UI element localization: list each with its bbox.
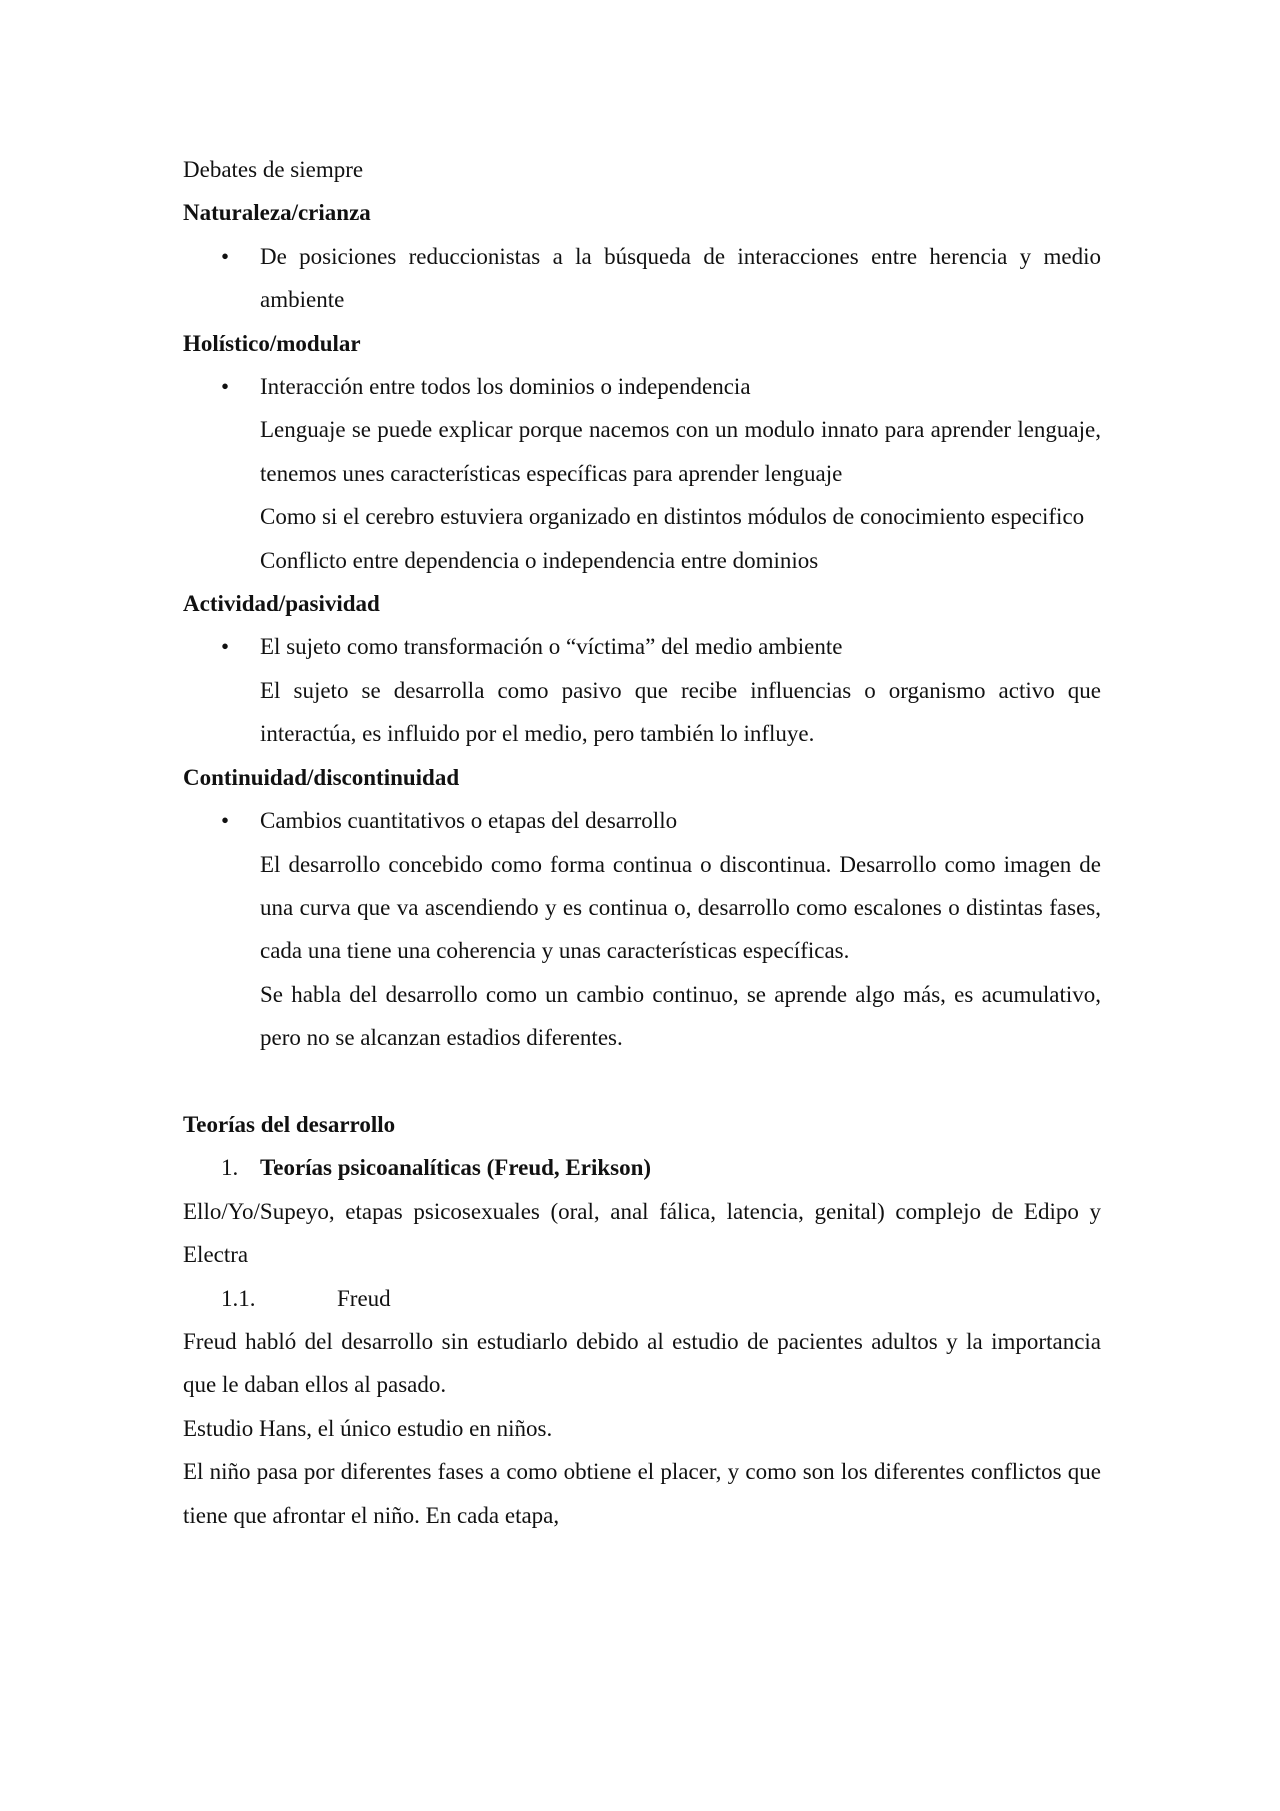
freud-paragraph-2: Estudio Hans, el único estudio en niños. — [183, 1415, 553, 1441]
heading-naturaleza: Naturaleza/crianza — [183, 200, 371, 226]
bullet-text: Interacción entre todos los dominios o independencia — [260, 374, 751, 400]
bullet-holistico — [183, 365, 1101, 408]
heading-holistico: Holístico/modular — [183, 330, 361, 356]
intro-text: Debates de siempre — [183, 157, 364, 182]
item-number: 1. — [221, 1155, 239, 1181]
blank-line — [183, 1060, 1101, 1103]
continuidad-paragraph-2: Se habla del desarrollo como un cambio continuo, se aprende algo más, es acumulativo, pero no se alcanzan estadios diferentes. — [260, 981, 1101, 1051]
holistico-paragraph-2: Como si el cerebro estuviera organizado en distintos módulos de conocimiento especifico — [260, 504, 1085, 530]
heading-actividad: Actividad/pasividad — [183, 591, 380, 617]
bullet-icon: • — [221, 808, 230, 834]
bullet-text: De posiciones reduccionistas a la búsqueda de interacciones entre herencia y medio ambiente — [260, 243, 1101, 313]
psicoanaliticas-text: Ello/Yo/Supeyo, etapas psicosexuales (oral, anal fálica, latencia, genital) complejo de Edipo y Electra — [183, 1198, 1101, 1268]
bullet-text: Cambios cuantitativos o etapas del desarrollo — [260, 808, 678, 834]
bullet-icon: • — [221, 634, 230, 660]
bullet-continuidad — [183, 799, 1101, 842]
subsection-number: 1.1. — [221, 1285, 256, 1311]
freud-paragraph-3: El niño pasa por diferentes fases a como obtiene el placer, y como son los diferentes conflictos que tiene que afrontar el niño. En cada etapa, — [183, 1459, 1101, 1528]
holistico-paragraph-3: Conflicto entre dependencia o independencia entre dominios — [260, 547, 819, 573]
continuidad-paragraph-1: El desarrollo concebido como forma continua o discontinua. Desarrollo como imagen de una curva que va ascendiendo y es continua o, desarrollo como escalones o distintas fases, cada una tiene una coherencia y unas características específicas. — [260, 851, 1101, 964]
subsection-freud — [183, 1277, 1101, 1320]
freud-paragraph-1: Freud habló del desarrollo sin estudiarlo debido al estudio de pacientes adultos y la importancia que le daban ellos al pasado. — [183, 1328, 1101, 1398]
heading-teorias: Teorías del desarrollo — [183, 1111, 396, 1137]
actividad-paragraph-1: El sujeto se desarrolla como pasivo que recibe influencias o organismo activo que interactúa, es influido por el medio, pero también lo influye. — [260, 677, 1101, 747]
subsection-title: Freud — [337, 1285, 391, 1311]
heading-continuidad: Continuidad/discontinuidad — [183, 764, 460, 790]
bullet-actividad — [183, 625, 1101, 668]
document-page — [183, 148, 1101, 1537]
bullet-icon: • — [221, 374, 230, 400]
bullet-text: El sujeto como transformación o “víctima” del medio ambiente — [260, 634, 843, 660]
holistico-paragraph-1: Lenguaje se puede explicar porque nacemos con un modulo innato para aprender lenguaje, tenemos unes características específicas para aprender lenguaje — [260, 417, 1101, 486]
bullet-naturaleza — [183, 235, 1101, 322]
numbered-item-1 — [183, 1146, 1101, 1189]
bullet-icon: • — [221, 243, 230, 269]
item-title: Teorías psicoanalíticas (Freud, Erikson) — [260, 1155, 652, 1181]
